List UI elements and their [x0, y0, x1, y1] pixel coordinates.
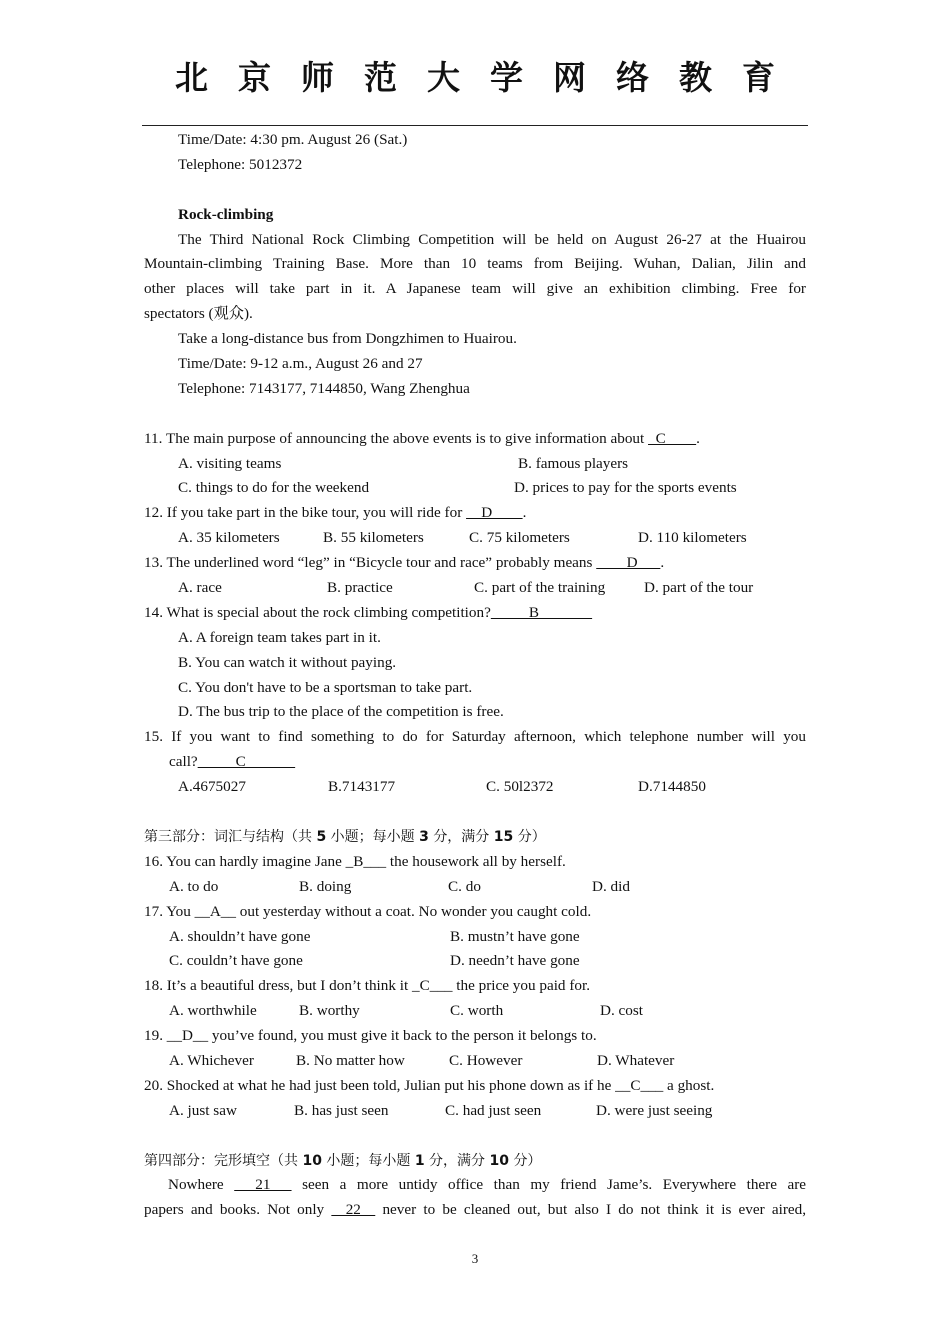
option-d: D. 110 kilometers	[638, 529, 747, 547]
option-b: B. No matter how	[296, 1051, 405, 1069]
option-b: B. doing	[299, 877, 352, 895]
answer-blank: B	[490, 603, 593, 621]
option-d: D. part of the tour	[644, 579, 754, 597]
option-b: B. practice	[327, 579, 393, 597]
option-a: A. shouldn’t have gone	[169, 927, 311, 945]
option-c: C. 50l2372	[486, 778, 554, 796]
options-20	[144, 1099, 806, 1124]
page-number: 3	[471, 1251, 479, 1266]
option-c: C. had just seen	[445, 1101, 542, 1119]
option-b: B. worthy	[299, 1002, 360, 1020]
question-15-cont: call? C	[169, 753, 296, 771]
answer-blank: D	[596, 554, 661, 572]
option-c: C. things to do for the weekend	[178, 479, 370, 497]
cloze-line-1: Nowhere 21 seen a more untidy office than my friend Jame’s. Everywhere there are	[168, 1176, 807, 1194]
answer-blank: C	[648, 429, 697, 447]
options-13	[144, 576, 806, 601]
header-divider	[142, 125, 808, 126]
rock-paragraph-line: The Third National Rock Climbing Competition will be held on August 26-27 at the Huairou	[178, 230, 806, 248]
option-d: D. did	[592, 877, 630, 895]
rock-time: Time/Date: 9-12 a.m., August 26 and 27	[178, 355, 423, 373]
section-heading-part3: 第三部分：词汇与结构（共 5 小题；每小题 3 分，满分 15 分）	[144, 828, 546, 845]
cloze-line-2: papers and books. Not only 22 never to be cleaned out, but also I do not think it is ever aired,	[144, 1201, 807, 1219]
answer-blank: C	[197, 753, 296, 771]
option-d: D. were just seeing	[596, 1101, 713, 1119]
options-19	[144, 1049, 806, 1074]
option-b: B. 55 kilometers	[323, 529, 424, 547]
option-c: C. worth	[450, 1002, 504, 1020]
question-11: 11. The main purpose of announcing the above events is to give information about C .	[144, 429, 700, 447]
question-18: 18. It’s a beautiful dress, but I don’t think it _C___ the price you paid for.	[144, 977, 590, 995]
option-d: D.7144850	[638, 778, 706, 796]
option-a: A. visiting teams	[178, 454, 282, 472]
option-a: A. just saw	[169, 1101, 237, 1119]
rock-title: Rock-climbing	[178, 205, 274, 223]
section-heading-part4: 第四部分：完形填空（共 10 小题；每小题 1 分，满分 10 分）	[144, 1152, 542, 1169]
option-b: B. has just seen	[294, 1101, 389, 1119]
option-c: C. 75 kilometers	[469, 529, 570, 547]
options-18	[144, 999, 806, 1024]
option-c: C. do	[448, 877, 481, 895]
option-b: B. mustn’t have gone	[450, 927, 580, 945]
options-12	[144, 526, 806, 551]
question-15: 15. If you want to find something to do for Saturday afternoon, which telephone number will you	[144, 728, 806, 746]
option-d: D. needn’t have gone	[450, 952, 580, 970]
option-a: A. Whichever	[169, 1051, 254, 1069]
options-11	[144, 452, 806, 477]
question-16: 16. You can hardly imagine Jane _B___ the housework all by herself.	[144, 852, 566, 870]
option-d: D. Whatever	[597, 1051, 675, 1069]
option-c: C. You don't have to be a sportsman to take part.	[178, 678, 473, 696]
question-13: 13. The underlined word “leg” in “Bicycle tour and race” probably means D .	[144, 554, 665, 572]
question-19: 19. __D__ you’ve found, you must give it back to the person it belongs to.	[144, 1027, 597, 1045]
option-a: A. 35 kilometers	[178, 529, 280, 547]
options-11b	[144, 476, 806, 501]
option-d: D. cost	[600, 1002, 644, 1020]
option-b: B. You can watch it without paying.	[178, 653, 397, 671]
option-a: A. worthwhile	[169, 1002, 257, 1020]
rock-phone: Telephone: 7143177, 7144850, Wang Zhenghua	[178, 379, 470, 397]
option-c: C. couldn’t have gone	[169, 952, 303, 970]
rock-paragraph-line: spectators (观众).	[144, 305, 253, 323]
options-17b	[144, 949, 806, 974]
option-a: A. race	[178, 579, 222, 597]
cloze-blank-22: 22	[331, 1201, 376, 1219]
option-c: C. part of the training	[474, 579, 606, 597]
bike-time: Time/Date: 4:30 pm. August 26 (Sat.)	[178, 131, 408, 148]
option-c: C. However	[449, 1051, 523, 1069]
option-b: B.7143177	[328, 778, 396, 796]
question-12: 12. If you take part in the bike tour, you will ride for D .	[144, 504, 527, 522]
question-17: 17. You __A__ out yesterday without a coat. No wonder you caught cold.	[144, 902, 592, 920]
options-17	[144, 925, 806, 950]
option-b: B. famous players	[518, 454, 629, 472]
options-16	[144, 875, 806, 900]
answer-blank: D	[466, 504, 523, 522]
question-20: 20. Shocked at what he had just been told, Julian put his phone down as if he __C___ a ghost.	[144, 1076, 715, 1094]
rock-paragraph-line: other places will take part in it. A Japanese team will give an exhibition climbing. Free for	[144, 280, 806, 298]
page-header-title: 北京师范大学网络教育	[175, 58, 805, 97]
question-14: 14. What is special about the rock climbing competition? B	[144, 603, 593, 621]
option-a: A.4675027	[178, 778, 246, 796]
option-a: A. A foreign team takes part in it.	[178, 628, 381, 646]
cloze-blank-21: 21	[234, 1176, 292, 1194]
option-d: D. prices to pay for the sports events	[514, 479, 737, 497]
document-body	[144, 128, 806, 1223]
rock-bus: Take a long-distance bus from Dongzhimen to Huairou.	[178, 330, 517, 348]
bike-phone: Telephone: 5012372	[178, 155, 303, 173]
rock-paragraph-line: Mountain-climbing Training Base. More than 10 teams from Beijing. Wuhan, Dalian, Jilin and	[144, 255, 806, 273]
options-15	[144, 775, 806, 800]
option-a: A. to do	[169, 877, 219, 895]
option-d: D. The bus trip to the place of the competition is free.	[178, 703, 504, 721]
